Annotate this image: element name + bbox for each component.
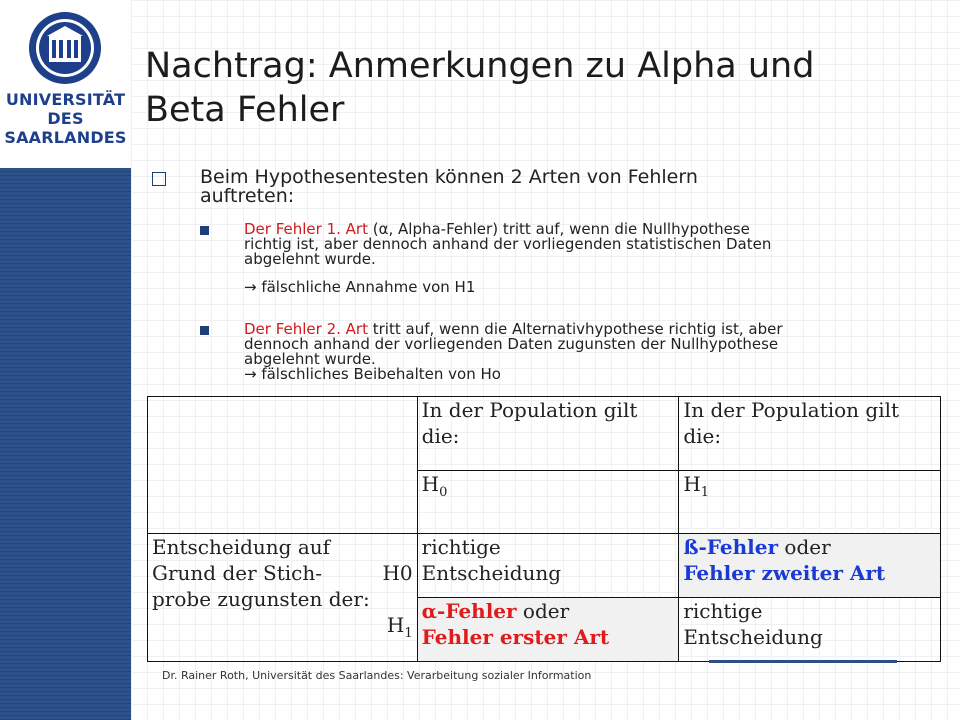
header-col-h1-line2: die: [683, 424, 722, 448]
row-label-line1: Entscheidung auf [152, 534, 331, 559]
hypothesis-h0 [417, 471, 679, 533]
table-empty-corner [148, 397, 418, 471]
cell-r1c1-line2: Entscheidung [421, 560, 562, 585]
row-label-line2: Grund der Stich- [152, 560, 322, 585]
cell-beta-error [679, 533, 941, 597]
sub2-line2: dennoch anhand der vorliegenden Daten zugunsten der Nullhypothese [244, 335, 779, 353]
h1-subscript: 1 [700, 485, 710, 501]
header-col-h1-line1: In der Population gilt [683, 398, 900, 422]
cell-r1c1-line1: richtige [421, 534, 501, 559]
alpha-error-name: Fehler erster Art [421, 624, 610, 649]
row-h0-label: H0 [382, 560, 413, 585]
sidebar [0, 0, 131, 720]
cell-r2c2-line1: richtige [683, 598, 763, 623]
slide-title [145, 44, 945, 132]
alpha-error-or: oder [516, 598, 570, 623]
filled-square-bullet-icon [200, 226, 209, 235]
alpha-error-label: α-Fehler [421, 598, 517, 623]
logo-line-3: SAARLANDES [4, 128, 127, 147]
sub2-line1: tritt auf, wenn die Alternativhypothese richtig ist, aber [367, 320, 783, 338]
main-bullet-line-2: auftreten: [200, 185, 295, 207]
sub-bullet-text [244, 222, 944, 267]
row-label-decision [148, 533, 418, 662]
term-type2-error: Der Fehler 2. Art [244, 320, 368, 338]
sub-bullet-text [244, 322, 944, 382]
table-row-decision-h0 [148, 533, 941, 597]
h0-symbol: H [421, 472, 440, 497]
h1-symbol: H [683, 472, 701, 497]
cell-r2c2-line2: Entscheidung [683, 624, 823, 649]
sub1-line3: abgelehnt wurde. [244, 250, 376, 268]
header-col-h0-line2: die: [421, 424, 460, 448]
table-header-row [148, 397, 941, 471]
header-col-h0-line1: In der Population gilt [421, 398, 638, 422]
header-col-h0 [417, 397, 679, 471]
sidebar-pattern [0, 168, 131, 720]
title-line-2: Beta Fehler [145, 90, 345, 130]
beta-error-label: ß-Fehler [683, 534, 779, 559]
consequence-type1: → fälschliche Annahme von H1 [244, 278, 476, 296]
logo-line-1: UNIVERSITÄT [5, 90, 126, 109]
consequence-type2: → fälschliches Beibehalten von Ho [244, 365, 501, 383]
sub1-line2: richtig ist, aber dennoch anhand der vorliegenden statistischen Daten [244, 235, 772, 253]
footer-accent-line [709, 660, 897, 663]
row-h1-subscript: 1 [404, 625, 413, 641]
logo-line-2: DES [47, 109, 84, 128]
error-types-table [147, 396, 941, 662]
row-h1-label: H [386, 612, 405, 637]
footer-text: Dr. Rainer Roth, Universität des Saarlandes: Verarbeitung sozialer Information [162, 669, 592, 682]
row-label-line3: probe zugunsten der: [152, 586, 370, 611]
table-hypothesis-row [148, 471, 941, 533]
university-logo-text [0, 90, 131, 147]
header-col-h1 [679, 397, 941, 471]
university-seal-icon [27, 10, 103, 86]
hypothesis-h1 [679, 471, 941, 533]
main-bullet-text [200, 168, 920, 206]
cell-correct-decision-h0 [417, 533, 679, 597]
square-bullet-icon [152, 172, 166, 186]
table-empty-cell [148, 471, 418, 533]
cell-correct-decision-h1 [679, 597, 941, 661]
logo-area [0, 0, 131, 168]
beta-error-name: Fehler zweiter Art [683, 560, 886, 585]
term-type1-error: Der Fehler 1. Art [244, 220, 368, 238]
sub2-line3: abgelehnt wurde. [244, 350, 376, 368]
main-bullet-line-1: Beim Hypothesentesten können 2 Arten von Fehlern [200, 166, 698, 188]
title-line-1: Nachtrag: Anmerkungen zu Alpha und [145, 46, 815, 86]
h0-subscript: 0 [439, 485, 448, 501]
sub1-line1: (α, Alpha-Fehler) tritt auf, wenn die Nullhypothese [367, 220, 750, 238]
cell-alpha-error [417, 597, 679, 661]
filled-square-bullet-icon [200, 326, 209, 335]
beta-error-or: oder [778, 534, 831, 559]
